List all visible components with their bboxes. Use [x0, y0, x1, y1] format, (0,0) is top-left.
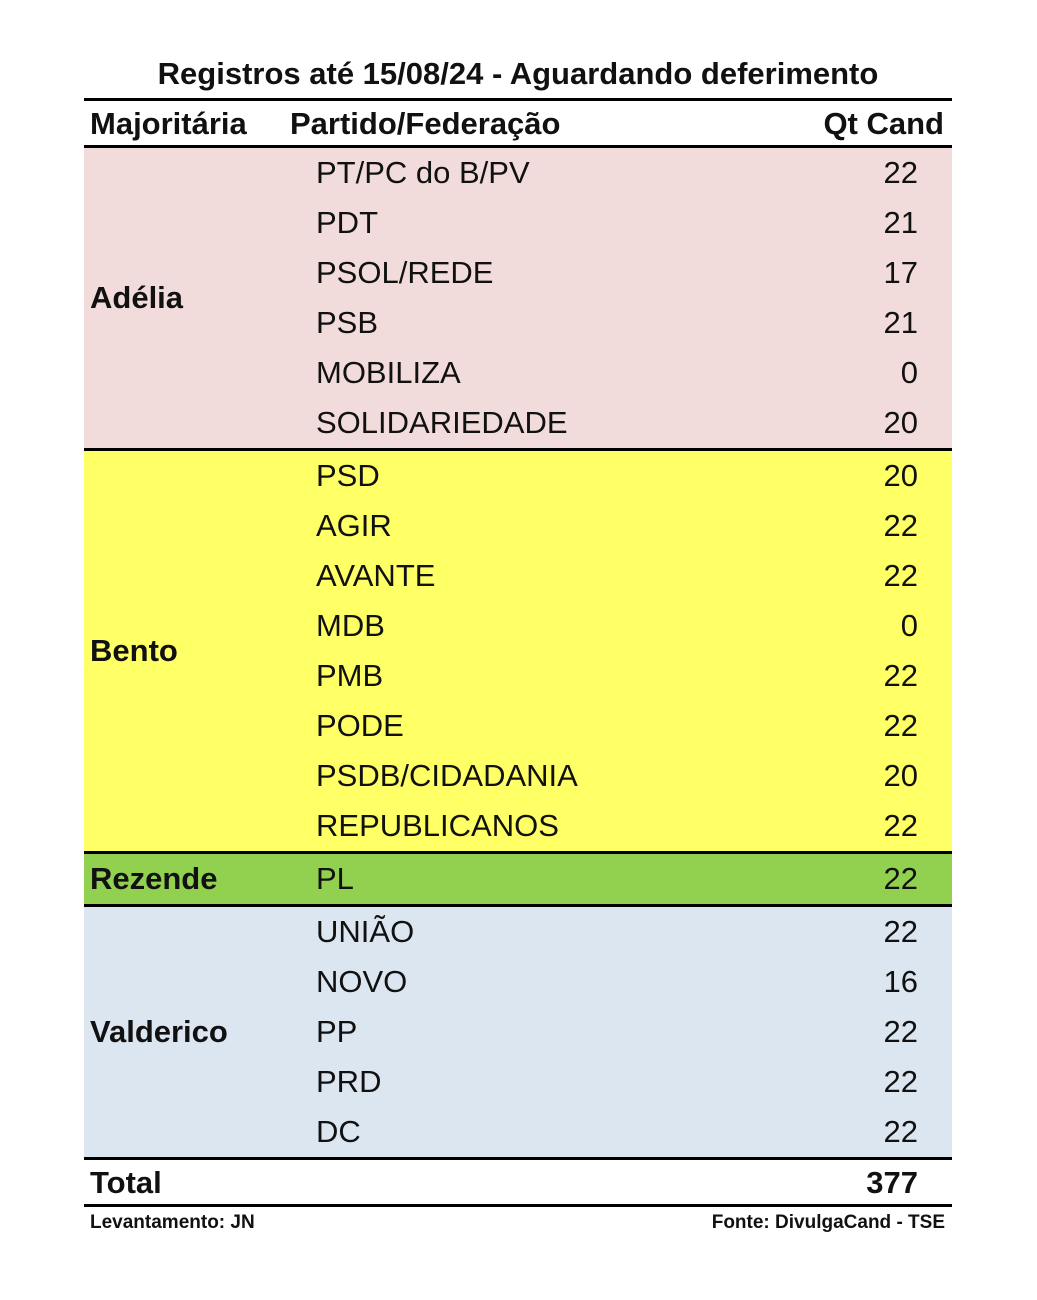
table-row: [84, 298, 952, 348]
total-row: [84, 1157, 952, 1207]
party-name: MDB: [316, 608, 385, 643]
candidate-count: 16: [883, 964, 918, 999]
group-block: [84, 448, 952, 851]
party-name: PT/PC do B/PV: [316, 155, 530, 190]
candidate-count: 21: [883, 205, 918, 240]
party-name: PSOL/REDE: [316, 255, 494, 290]
party-name: DC: [316, 1114, 361, 1149]
table-row: [84, 148, 952, 198]
party-name: AGIR: [316, 508, 392, 543]
table-row: [84, 198, 952, 248]
table-row: [84, 601, 952, 651]
party-name: PL: [316, 861, 354, 896]
party-name: PDT: [316, 205, 378, 240]
table-row: [84, 348, 952, 398]
table-row: [84, 551, 952, 601]
group-block: [84, 148, 952, 448]
candidate-count: 22: [883, 1064, 918, 1099]
table-row: [84, 398, 952, 448]
candidate-count: 20: [883, 405, 918, 440]
table-row: [84, 1107, 952, 1157]
candidate-count: 22: [883, 658, 918, 693]
candidate-count: 17: [883, 255, 918, 290]
table-row: [84, 801, 952, 851]
table-row: [84, 701, 952, 751]
candidate-count: 20: [883, 758, 918, 793]
candidate-count: 21: [883, 305, 918, 340]
group-candidate-name: Rezende: [90, 861, 218, 896]
party-name: SOLIDARIEDADE: [316, 405, 568, 440]
candidate-count: 22: [883, 861, 918, 896]
table-row: [84, 751, 952, 801]
candidate-count: 22: [883, 1014, 918, 1049]
party-name: UNIÃO: [316, 914, 415, 949]
candidate-count: 22: [883, 155, 918, 190]
footer-source-left: Levantamento: JN: [90, 1212, 255, 1233]
candidate-count: 22: [883, 508, 918, 543]
party-name: NOVO: [316, 964, 408, 999]
group-candidate-name: Bento: [90, 633, 178, 668]
table-row: [84, 248, 952, 298]
footer-source-right: Fonte: DivulgaCand - TSE: [711, 1212, 945, 1233]
total-label: Total: [90, 1165, 162, 1200]
total-value: 377: [866, 1165, 918, 1200]
candidate-count: 22: [883, 914, 918, 949]
candidate-count: 22: [883, 808, 918, 843]
table-row: [84, 957, 952, 1007]
party-name: PODE: [316, 708, 404, 743]
candidate-count: 20: [883, 458, 918, 493]
table-row: [84, 1057, 952, 1107]
party-name: PP: [316, 1014, 358, 1049]
candidates-table: [84, 98, 952, 1207]
header-qt-cand: Qt Cand: [823, 106, 944, 141]
group-block: [84, 904, 952, 1157]
group-candidate-name: Adélia: [90, 280, 184, 315]
party-name: PRD: [316, 1064, 382, 1099]
table-row: [84, 451, 952, 501]
header-partido: Partido/Federação: [290, 106, 561, 141]
candidate-count: 0: [900, 608, 918, 643]
table-row: [84, 1007, 952, 1057]
table-row: [84, 907, 952, 957]
table-header: [84, 98, 952, 148]
party-name: PSD: [316, 458, 380, 493]
party-name: PSDB/CIDADANIA: [316, 758, 578, 793]
candidate-count: 0: [900, 355, 918, 390]
table-row: [84, 651, 952, 701]
party-name: MOBILIZA: [316, 355, 461, 390]
party-name: REPUBLICANOS: [316, 808, 559, 843]
table-row: [84, 501, 952, 551]
group-block: [84, 851, 952, 904]
header-majoritaria: Majoritária: [90, 106, 247, 141]
party-name: AVANTE: [316, 558, 436, 593]
candidate-count: 22: [883, 558, 918, 593]
candidate-count: 22: [883, 1114, 918, 1149]
table-body: [84, 148, 952, 1157]
group-candidate-name: Valderico: [90, 1014, 228, 1049]
page-title: Registros até 15/08/24 - Aguardando deferimento: [157, 56, 879, 91]
candidate-count: 22: [883, 708, 918, 743]
party-name: PMB: [316, 658, 384, 693]
party-name: PSB: [316, 305, 379, 340]
table-row: [84, 854, 952, 904]
